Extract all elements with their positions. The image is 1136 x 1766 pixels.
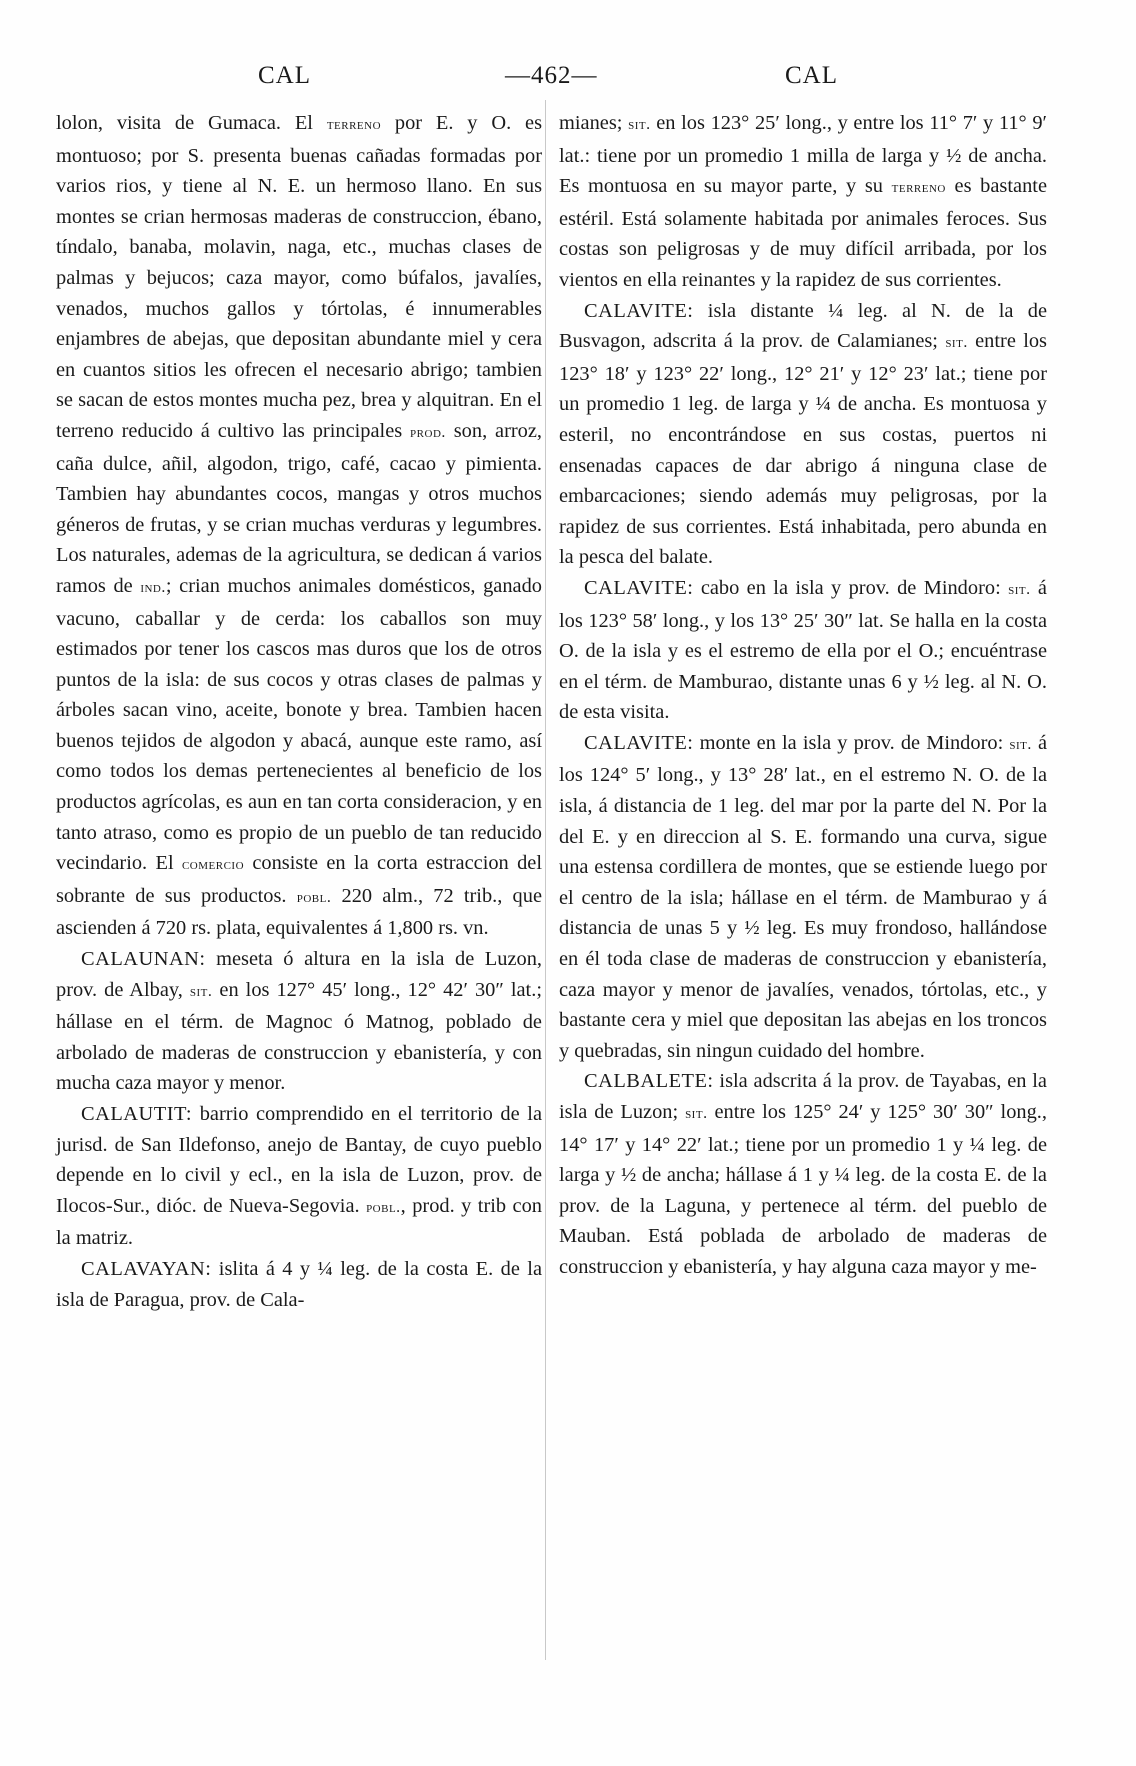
small-caps-term: pobl. [366, 1198, 401, 1216]
text: es bastante estéril. Está solamente habitada por animales feroces. Sus costas son peligrosas y de muy difícil arribada, por los vientos en ella reinantes y la rapidez de sus corrientes. [559, 175, 1047, 291]
small-caps-term: terreno [891, 179, 946, 197]
text: por E. y O. es montuoso; por S. presenta buenas cañadas formadas por varios rios, y tiene al N. E. un hermoso llano. En sus montes se crian hermosas maderas de construccion, ébano, tíndalo, banaba, molavin, naga, etc., muchas clases de palmas y bejucos; caza mayor, como búfalos, javalíes, venados, muchos gallos y tórtolas, é innumerables enjambres de abejas, que depositan abundante miel y cera en cuantos sitios les ofrecen el necesario abrigo; tambien se sacan de estos montes mucha pez, brea y alquitran. En el terreno reducido á cultivo las principales [56, 112, 542, 442]
page-header [0, 62, 1136, 102]
text: 220 alm., 72 trib., que ascienden á 720 rs. plata, equivalentes á 1,800 rs. vn. [56, 884, 542, 940]
text: monte en la isla y prov. de Mindoro: [693, 731, 1010, 754]
text: consiste en la corta estraccion del sobrante de sus productos. [56, 852, 542, 907]
entry-paragraph [56, 1099, 542, 1254]
entry-headword: CALAVITE: [584, 576, 694, 599]
text: á los 124° 5′ long., y 13° 28′ lat., en el estremo N. O. de la isla, á distancia de 1 leg. del mar por la parte del N. Por la del E. y en direccion al S. E. formando una curva, sigue una estensa cordillera de montes, que se estiende luego por el centro de la isla; hállase en el térm. de Mamburao y á distancia de unas 5 y ½ leg. Es muy frondoso, hallándose en él toda clase de maderas de construccion y ebanistería, caza mayor y menor de javalíes, venados, tórtolas, etc., y bastante cera y miel que depositan las abejas en los troncos y quebradas, sin ningun cuidado del hombre. [559, 731, 1047, 1062]
entry-paragraph [56, 108, 542, 944]
text: barrio comprendido en el territorio de la jurisd. de San Ildefonso, anejo de Bantay, de cuyo pueblo depende en lo civil y ecl., en la isla de Luzon, prov. de Ilocos-Sur., dióc. de Nueva-Segovia. [56, 1103, 542, 1217]
text: meseta ó altura en la isla de Luzon, prov. de Albay, [56, 948, 542, 1001]
small-caps-term: sit. [685, 1105, 708, 1122]
left-column [56, 108, 542, 1315]
small-caps-term: sit. [628, 116, 651, 133]
small-caps-term: sit. [945, 334, 968, 352]
entry-headword: CALAUNAN: [81, 948, 206, 971]
entry-paragraph [56, 1254, 542, 1315]
entry-paragraph [559, 1066, 1047, 1282]
small-caps-term: sit. [189, 982, 213, 1000]
entry-paragraph [559, 573, 1047, 728]
text: á los 123° 58′ long., y los 13° 25′ 30″ lat. Se halla en la costa O. de la isla y es el estremo de ella por el O.; encuéntrase en el térm. de Mamburao, distante unas 6 y ½ leg. al N. O. de esta visita. [559, 576, 1047, 724]
running-head-left: CAL [258, 62, 311, 89]
running-head-right: CAL [785, 62, 838, 89]
small-caps-term: comercio [181, 856, 245, 874]
entry-headword: CALAVAYAN: [81, 1257, 212, 1280]
entry-headword: CALAUTIT: [81, 1103, 193, 1125]
entry-headword: CALBALETE: [584, 1070, 714, 1093]
text: en los 127° 45′ long., 12° 42′ 30″ lat.; hállase en el térm. de Magnoc ó Matnog, poblado de arbolado de maderas de construccion y ebanistería, y con mucha caza mayor y menor. [56, 978, 542, 1095]
entry-paragraph [559, 728, 1047, 1067]
entry-paragraph [56, 944, 542, 1099]
small-caps-term: sit. [1009, 735, 1032, 753]
text: entre los 123° 18′ y 123° 22′ long., 12° 21′ y 12° 23′ lat.; tiene por un promedio 1 leg. de larga y ¼ de ancha. Es montuosa y esteril, no encontrándose en sus costas, puertos ni ensenadas capaces de dar abrigo á ninguna clase de embarcaciones; siendo además muy peligrosas, por la rapidez de sus corrientes. Está inhabitada, pero abunda en la pesca del balate. [559, 330, 1047, 569]
right-column [559, 108, 1047, 1283]
text: isla adscrita á la prov. de Tayabas, en la isla de Luzon; [559, 1070, 1047, 1123]
text: lolon, visita de Gumaca. El [56, 112, 327, 134]
small-caps-term: sit. [1008, 580, 1031, 598]
text: mianes; [559, 112, 629, 134]
column-divider [545, 100, 546, 1660]
entry-headword: CALAVITE: [584, 299, 694, 322]
text: son, arroz, caña dulce, añil, algodon, trigo, café, cacao y pimienta. Tambien hay abundantes cocos, mangas y otros muchos géneros de frutas, y se crian muchas verduras y legumbres. Los naturales, ademas de la agricultura, se dedican á varios ramos de [56, 419, 542, 597]
text: isla distante ¼ leg. al N. de la de Busvagon, adscrita á la prov. de Calamianes; [559, 299, 1047, 353]
small-caps-term: terreno [326, 116, 382, 133]
text: en los 123° 25′ long., y entre los 11° 7′ y 11° 9′ lat.: tiene por un promedio 1 milla de larga y ½ de ancha. Es montuosa en su mayor parte, y su [559, 112, 1047, 198]
entry-headword: CALAVITE: [584, 731, 694, 754]
page-number: —462— [505, 62, 598, 89]
text: islita á 4 y ¼ leg. de la costa E. de la isla de Paragua, prov. de Cala- [56, 1257, 542, 1311]
entry-paragraph [559, 108, 1047, 296]
text: cabo en la isla y prov. de Mindoro: [693, 576, 1009, 599]
text: , prod. y trib con la matriz. [56, 1194, 542, 1250]
small-caps-term: ind. [140, 578, 166, 596]
entry-paragraph [559, 296, 1047, 573]
small-caps-term: prod. [410, 423, 446, 441]
text: ; crian muchos animales domésticos, ganado vacuno, caballar y de cerda: los caballos son muy estimados por tener los cascos mas duros que los de otros puntos de la isla: de sus cocos y otras clases de palmas y árboles sacan vino, aceite, bonote y brea. Tambien hacen buenos tejidos de algodon y abacá, aunque este ramo, así como todos los demas pertenecientes al beneficio de los productos agrícolas, es aun en tan corta consideracion, y en tanto atraso, como es propio de un pueblo de tan reducido vecindario. El [56, 574, 542, 875]
small-caps-term: pobl. [296, 888, 332, 906]
text: entre los 125° 24′ y 125° 30′ 30″ long., 14° 17′ y 14° 22′ lat.; tiene por un promedio 1 y ¼ leg. de larga y ½ de ancha; hállase á 1 y ¼ leg. de la costa E. de la prov. de la Laguna, y pertenece al térm. del pueblo de Mauban. Está poblada de arbolado de maderas de construccion y ebanistería, y hay alguna caza mayor y me- [559, 1101, 1047, 1278]
